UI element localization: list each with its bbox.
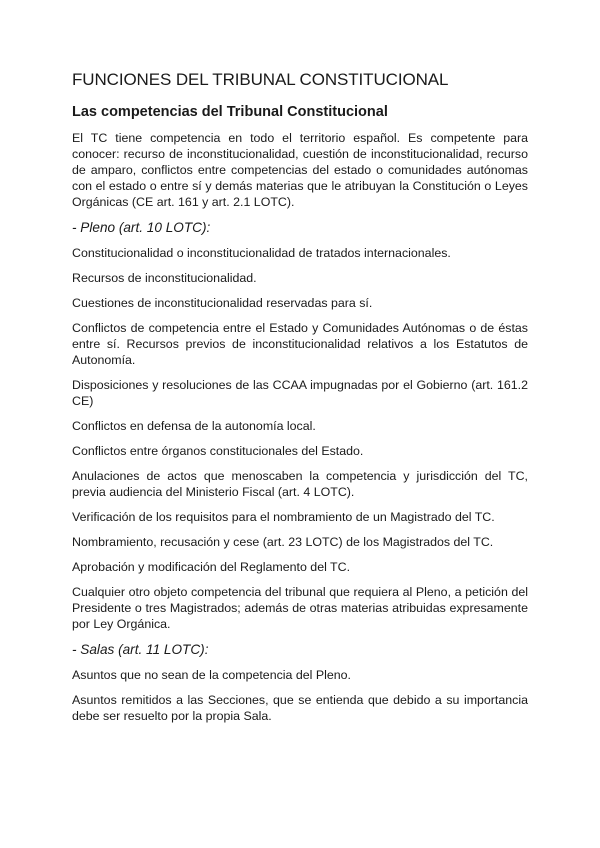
pleno-item: Conflictos entre órganos constitucionales del Estado. (72, 444, 364, 458)
intro-paragraph: El TC tiene competencia en todo el territorio español. Es competente para conocer: recurso de inconstitucionalidad, cuestión de inconstitucionalidad, recurso de amparo, conflictos entre competencias del estado o comunidades autónomas con el estado o entre sí y demás materias que le atribuyan la Constitución o Leyes Orgánicas (CE art. 161 y art. 2.1 LOTC). (72, 131, 528, 209)
pleno-item: Cuestiones de inconstitucionalidad reservadas para sí. (72, 296, 373, 310)
section-subtitle: Las competencias del Tribunal Constitucional (72, 104, 388, 120)
pleno-item: Anulaciones de actos que menoscaben la competencia y jurisdicción del TC, previa audiencia del Ministerio Fiscal (art. 4 LOTC). (72, 469, 528, 499)
salas-heading: - Salas (art. 11 LOTC): (72, 642, 209, 657)
salas-item: Asuntos que no sean de la competencia del Pleno. (72, 668, 351, 682)
pleno-item: Conflictos en defensa de la autonomía local. (72, 419, 316, 433)
pleno-item: Constitucionalidad o inconstitucionalidad de tratados internacionales. (72, 246, 451, 260)
pleno-item: Recursos de inconstitucionalidad. (72, 271, 257, 285)
pleno-item: Nombramiento, recusación y cese (art. 23 LOTC) de los Magistrados del TC. (72, 535, 494, 549)
pleno-item: Conflictos de competencia entre el Estado y Comunidades Autónomas o de éstas entre sí. Recursos previos de inconstitucionalidad relativos a los Estatutos de Autonomía. (72, 321, 528, 367)
pleno-item: Disposiciones y resoluciones de las CCAA impugnadas por el Gobierno (art. 161.2 CE) (72, 378, 528, 408)
pleno-item: Aprobación y modificación del Reglamento del TC. (72, 560, 351, 574)
pleno-item: Cualquier otro objeto competencia del tribunal que requiera al Pleno, a petición del Presidente o tres Magistrados; además de otras materias atribuidas expresamente por Ley Orgánica. (72, 585, 528, 631)
pleno-item: Verificación de los requisitos para el nombramiento de un Magistrado del TC. (72, 510, 495, 524)
page-title: FUNCIONES DEL TRIBUNAL CONSTITUCIONAL (72, 70, 449, 89)
salas-item: Asuntos remitidos a las Secciones, que se entienda que debido a su importancia debe ser resuelto por la propia Sala. (72, 693, 528, 723)
pleno-heading: - Pleno (art. 10 LOTC): (72, 220, 211, 235)
